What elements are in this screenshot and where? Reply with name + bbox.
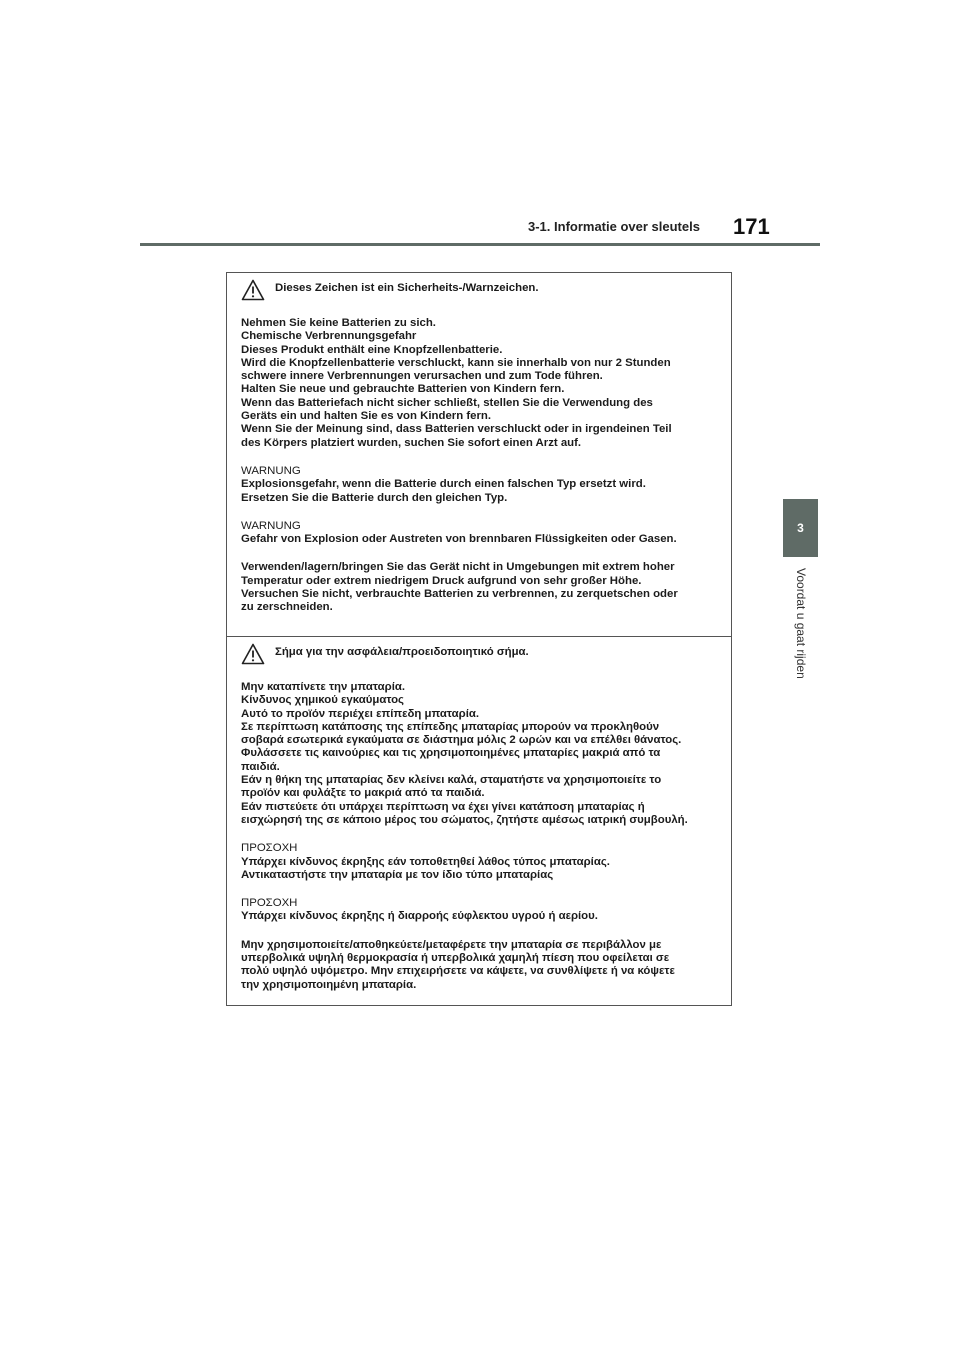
text-line: υπερβολικά υψηλή θερμοκρασία ή υπερβολικά χαμηλή πίεση που οφείλεται σε bbox=[241, 952, 670, 965]
warning-heading: ΠΡΟΣΟΧΗ bbox=[241, 842, 298, 855]
text-line: Φυλάσσετε τις καινούριες και τις χρησιμοποιημένες μπαταρίες μακριά από τα bbox=[241, 747, 661, 760]
text-line: Εάν η θήκη της μπαταρίας δεν κλείνει καλά, σταματήστε να χρησιμοποιείτε το bbox=[241, 774, 662, 787]
text-line: Verwenden/lagern/bringen Sie das Gerät nicht in Umgebungen mit extrem hoher bbox=[241, 561, 675, 574]
text-line: Υπάρχει κίνδυνος έκρηξης ή διαρροής εύφλεκτου υγρού ή αερίου. bbox=[241, 910, 598, 923]
greek-title-row bbox=[241, 645, 721, 665]
text-line: Wenn das Batteriefach nicht sicher schließt, stellen Sie die Verwendung des bbox=[241, 396, 653, 409]
german-title-row bbox=[241, 281, 721, 301]
text-line: Ersetzen Sie die Batterie durch den gleichen Typ. bbox=[241, 491, 508, 504]
text-line: Υπάρχει κίνδυνος έκρηξης εάν τοποθετηθεί λάθος τύπος μπαταρίας. bbox=[241, 855, 610, 868]
german-paragraph-ingest bbox=[241, 317, 721, 450]
text-line: des Körpers platziert wurden, suchen Sie sofort einen Arzt auf. bbox=[241, 436, 582, 449]
text-line: Αυτό το προϊόν περιέχει επίπεδη μπαταρία. bbox=[241, 707, 480, 720]
chapter-number: 3 bbox=[797, 521, 804, 535]
text-line: Wird die Knopfzellenbatterie verschluckt, kann sie innerhalb von nur 2 Stunden bbox=[241, 356, 671, 369]
text-line: Μην χρησιμοποιείτε/αποθηκεύετε/μεταφέρετε την μπαταρία σε περιβάλλον με bbox=[241, 938, 662, 951]
text-line: Σε περίπτωση κατάποσης της επίπεδης μπαταρίας μπορούν να προκληθούν bbox=[241, 720, 660, 733]
greek-warning-2 bbox=[241, 897, 721, 924]
battery-warning-notice bbox=[226, 272, 732, 1006]
header-divider bbox=[140, 243, 820, 246]
text-line: schwere innere Verbrennungen verursachen und zum Tode führen. bbox=[241, 370, 603, 383]
greek-title: Σήμα για την ασφάλεια/προειδοποιητικό σήμα. bbox=[275, 646, 529, 658]
text-line: σοβαρά εσωτερικά εγκαύματα σε διάστημα μόλις 2 ωρών και να επέλθει θάνατος. bbox=[241, 734, 682, 747]
warning-triangle-icon bbox=[241, 279, 265, 301]
german-warning-section bbox=[227, 273, 731, 637]
text-line: εισχώρησή της σε κάποιο μέρος του σώματος, ζητήστε αμέσως ιατρική συμβουλή. bbox=[241, 813, 688, 826]
section-title: 3-1. Informatie over sleutels bbox=[528, 219, 700, 234]
text-line: Temperatur oder extrem niedrigem Druck aufgrund von sehr großer Höhe. bbox=[241, 574, 642, 587]
warning-heading: ΠΡΟΣΟΧΗ bbox=[241, 897, 298, 910]
text-line: Nehmen Sie keine Batterien zu sich. bbox=[241, 317, 436, 329]
text-line: Μην καταπίνετε την μπαταρία. bbox=[241, 681, 406, 693]
warning-triangle-icon bbox=[241, 643, 265, 665]
page-number: 171 bbox=[733, 214, 770, 239]
greek-paragraph-environment bbox=[241, 939, 721, 992]
text-line: Explosionsgefahr, wenn die Batterie durch einen falschen Typ ersetzt wird. bbox=[241, 478, 646, 491]
text-line: Εάν πιστεύετε ότι υπάρχει περίπτωση να έχει γίνει κατάποση μπαταρίας ή bbox=[241, 800, 645, 813]
text-line: zu zerschneiden. bbox=[241, 601, 333, 614]
text-line: Dieses Produkt enthält eine Knopfzellenbatterie. bbox=[241, 343, 503, 356]
text-line: Wenn Sie der Meinung sind, dass Batterien verschluckt oder in irgendeinen Teil bbox=[241, 423, 672, 436]
german-warning-2 bbox=[241, 520, 721, 547]
text-line: Κίνδυνος χημικού εγκαύματος bbox=[241, 694, 404, 707]
german-title: Dieses Zeichen ist ein Sicherheits-/Warnzeichen. bbox=[275, 282, 539, 294]
text-line: Versuchen Sie nicht, verbrauchte Batterien zu verbrennen, zu zerquetschen oder bbox=[241, 588, 678, 601]
text-line: προϊόν και φυλάξτε το μακριά από τα παιδιά. bbox=[241, 787, 485, 800]
chapter-label: Voordat u gaat rijden bbox=[794, 568, 808, 679]
text-line: Halten Sie neue und gebrauchte Batterien von Kindern fern. bbox=[241, 383, 565, 396]
text-line: την χρησιμοποιημένη μπαταρία. bbox=[241, 978, 417, 991]
german-warning-1 bbox=[241, 465, 721, 505]
greek-paragraph-ingest bbox=[241, 681, 721, 827]
text-line: παιδιά. bbox=[241, 760, 280, 773]
text-line: Αντικαταστήστε την μπαταρία με τον ίδιο τύπο μπαταρίας bbox=[241, 868, 554, 881]
text-line: Gefahr von Explosion oder Austreten von brennbaren Flüssigkeiten oder Gasen. bbox=[241, 533, 677, 546]
text-line: Geräts ein und halten Sie es von Kindern fern. bbox=[241, 410, 492, 423]
german-paragraph-environment bbox=[241, 561, 721, 614]
text-line: Chemische Verbrennungsgefahr bbox=[241, 330, 417, 343]
greek-warning-section bbox=[227, 637, 731, 1005]
warning-heading: WARNUNG bbox=[241, 464, 301, 477]
greek-warning-1 bbox=[241, 842, 721, 882]
text-line: πολύ υψηλό υψόμετρο. Μην επιχειρήσετε να κάψετε, να συνθλίψετε ή να κόψετε bbox=[241, 965, 675, 978]
warning-heading: WARNUNG bbox=[241, 519, 301, 532]
chapter-tab bbox=[783, 499, 818, 557]
